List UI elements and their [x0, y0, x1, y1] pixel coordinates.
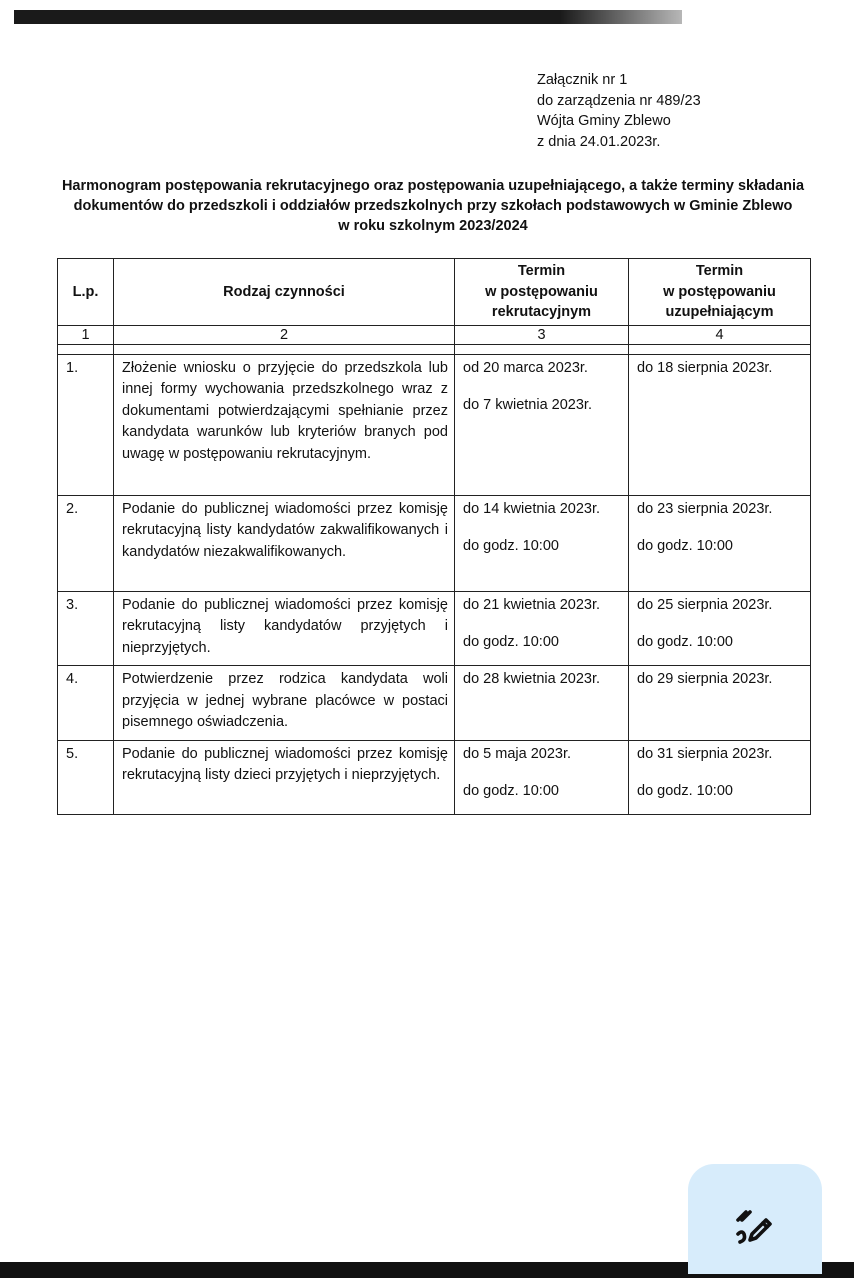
term-time: do godz. 10:00: [637, 783, 733, 799]
table-row: [58, 740, 811, 814]
row-lp: 1.: [58, 354, 114, 495]
row-supplementary-term: [629, 740, 811, 814]
term-date: do 23 sierpnia 2023r.: [637, 500, 773, 517]
annex-line: Wójta Gminy Zblewo: [537, 113, 671, 129]
row-supplementary-term: [629, 591, 811, 666]
term-date: do 25 sierpnia 2023r.: [637, 596, 773, 613]
header-line: Termin: [695, 263, 744, 279]
row-recruitment-term: [455, 591, 629, 666]
spacer-row: [58, 344, 811, 354]
document-title: [18, 176, 848, 236]
term-time: do godz. 10:00: [637, 538, 733, 554]
table-row: [58, 666, 811, 741]
term-date: do 7 kwietnia 2023r.: [463, 397, 592, 413]
term-time: do godz. 10:00: [463, 538, 559, 554]
row-supplementary-term: [629, 354, 811, 495]
column-number: 3: [455, 325, 629, 344]
header-line: w postępowaniu: [663, 283, 776, 300]
header-activity: Rodzaj czynności: [114, 259, 455, 326]
table-row: [58, 591, 811, 666]
term-date: do 14 kwietnia 2023r.: [463, 500, 601, 517]
term-date: do 5 maja 2023r.: [463, 745, 572, 762]
table-row: [58, 354, 811, 495]
row-activity: Podanie do publicznej wiadomości przez komisję rekrutacyjną listy kandydatów zakwalifikowanych i kandydatów niezakwalifikowanych.: [114, 495, 455, 591]
scan-top-edge-fade: [560, 10, 682, 24]
annex-line: do zarządzenia nr 489/23: [537, 92, 701, 109]
column-number: 4: [629, 325, 811, 344]
row-recruitment-term: [455, 740, 629, 814]
term-date: do 21 kwietnia 2023r.: [463, 596, 601, 613]
term-time: do godz. 10:00: [463, 634, 559, 650]
header-lp: L.p.: [58, 259, 114, 326]
row-recruitment-term: [455, 495, 629, 591]
schedule-table: [57, 258, 811, 815]
table-row: [58, 495, 811, 591]
row-activity: Podanie do publicznej wiadomości przez komisję rekrutacyjną listy dzieci przyjętych i nieprzyjętych.: [114, 740, 455, 814]
header-line: uzupełniającym: [665, 304, 774, 320]
term-date: do 31 sierpnia 2023r.: [637, 745, 773, 762]
row-lp: 5.: [58, 740, 114, 814]
row-lp: 2.: [58, 495, 114, 591]
term-date: od 20 marca 2023r.: [463, 359, 588, 376]
row-recruitment-term: [455, 666, 629, 741]
edit-pen-icon: [732, 1204, 778, 1250]
header-line: Termin: [517, 263, 566, 279]
title-line: w roku szkolnym 2023/2024: [338, 218, 528, 234]
title-line: dokumentów do przedszkoli i oddziałów przedszkolnych przy szkołach podstawowych w Gminie Zblewo: [73, 198, 793, 214]
header-line: w postępowaniu: [485, 283, 598, 300]
term-date: do 28 kwietnia 2023r.: [463, 671, 601, 687]
row-supplementary-term: [629, 495, 811, 591]
row-activity: Potwierdzenie przez rodzica kandydata woli przyjęcia w jednej wybrane placówce w postaci pisemnego oświadczenia.: [114, 666, 455, 741]
column-number: 2: [114, 325, 455, 344]
edit-button[interactable]: [688, 1164, 822, 1274]
row-activity: Podanie do publicznej wiadomości przez komisję rekrutacyjną listy kandydatów przyjętych i nieprzyjętych.: [114, 591, 455, 666]
row-activity: Złożenie wniosku o przyjęcie do przedszkola lub innej formy wychowania przedszkolnego wraz z dokumentami potwierdzającymi spełnianie przez kandydata warunków lub kryteriów branych pod uwagę w postępowaniu rekrutacyjnym.: [114, 354, 455, 495]
header-term-supplementary: [629, 259, 811, 326]
row-recruitment-term: [455, 354, 629, 495]
header-term-recruitment: [455, 259, 629, 326]
term-date: do 29 sierpnia 2023r.: [637, 671, 773, 687]
term-time: do godz. 10:00: [637, 634, 733, 650]
column-number-row: [58, 325, 811, 344]
title-line: Harmonogram postępowania rekrutacyjnego oraz postępowania uzupełniającego, a także terminy składania: [61, 178, 805, 194]
row-supplementary-term: [629, 666, 811, 741]
header-line: rekrutacyjnym: [491, 304, 592, 320]
table-header-row: [58, 259, 811, 326]
annex-line: Załącznik nr 1: [537, 72, 628, 88]
row-lp: 4.: [58, 666, 114, 741]
term-date: do 18 sierpnia 2023r.: [637, 359, 773, 376]
annex-header: [537, 70, 701, 152]
term-time: do godz. 10:00: [463, 783, 559, 799]
annex-line: z dnia 24.01.2023r.: [537, 133, 661, 150]
column-number: 1: [58, 325, 114, 344]
row-lp: 3.: [58, 591, 114, 666]
